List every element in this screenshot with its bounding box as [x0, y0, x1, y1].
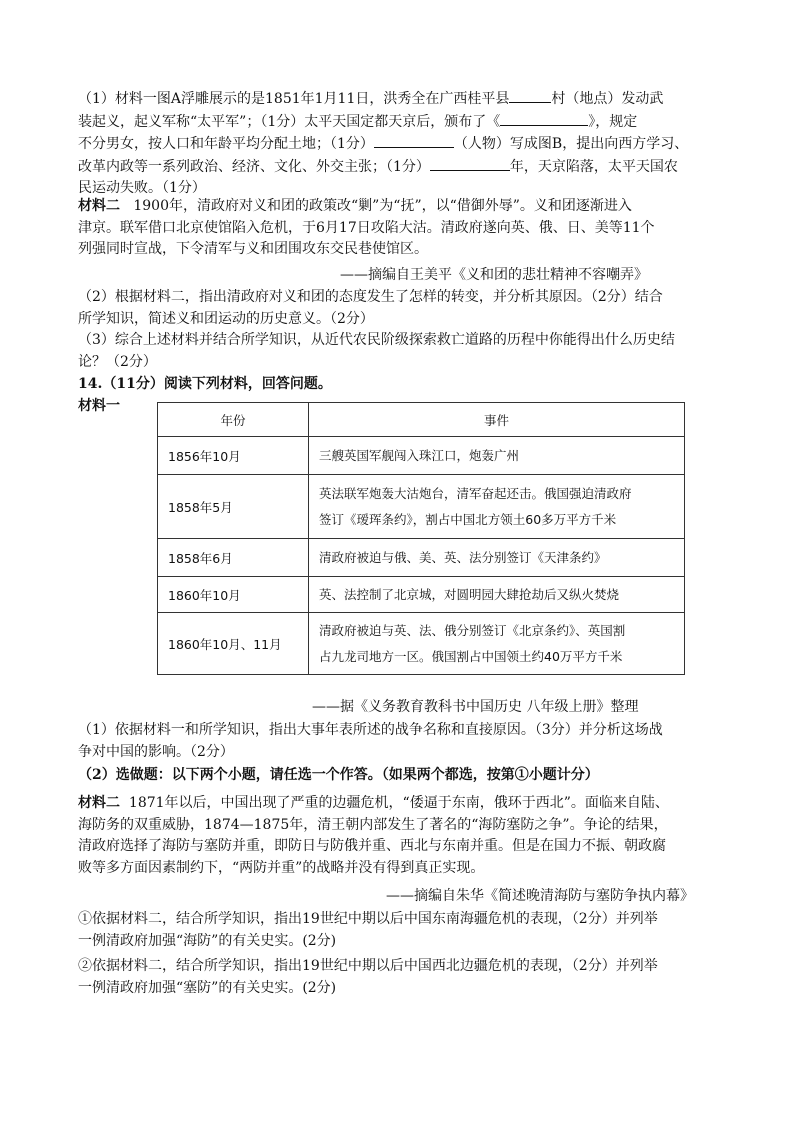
table-row: [158, 613, 685, 675]
table-cell-year: 1860年10月: [158, 577, 309, 613]
material-text: 津京。联军借口北京使馆陷入危机，于6月17日攻陷大沽。清政府遂向英、俄、日、美等11个: [78, 219, 655, 236]
table-source: ——据《义务教育教科书中国历史 八年级上册》整理: [312, 699, 639, 715]
material-source: ——摘编自朱华《简述晚清海防与塞防争执内幕》: [386, 888, 694, 904]
question-text: （3）综合上述材料并结合所学知识，从近代农民阶级探索救亡道路的历程中你能得出什么历史结: [78, 332, 675, 348]
table-header: 事件: [309, 403, 685, 437]
question-text: 所学知识，简述义和团运动的历史意义。（2分）: [78, 310, 374, 327]
question-text: （1）依据材料一和所学知识，指出大事年表所述的战争名称和直接原因。（3分）并分析这场战: [78, 722, 663, 738]
table-cell-event: [309, 577, 685, 613]
question-text: （2）根据材料二，指出清政府对义和团的态度发生了怎样的转变，并分析其原因。（2分）结合: [78, 289, 663, 305]
table-cell-event: [309, 539, 685, 577]
table-cell-year: 1858年5月: [158, 475, 309, 539]
material-label: 材料二: [78, 795, 120, 811]
table-cell-event: [309, 613, 685, 675]
material-source: ——摘编自王美平《义和团的悲壮精神不容嘲弄》: [340, 267, 648, 283]
event-line: 三艘英国军舰闯入珠江口，炮轰广州: [319, 447, 520, 463]
q13-sub2: [78, 287, 726, 330]
table-cell-year: 1860年10月、11月: [158, 613, 309, 675]
material-text: 1900年，清政府对义和团的政策改“剿”为“抚”，以“借御外辱”。义和团逐渐进入: [133, 198, 632, 214]
blank-year[interactable]: [430, 156, 510, 171]
event-line: 清政府被迫与俄、美、英、法分别签订《天津条约》: [319, 549, 607, 565]
table-header-row: [158, 403, 685, 437]
material-label: 材料一: [78, 398, 120, 414]
q14-material2: [78, 793, 726, 879]
table-row: [158, 475, 685, 539]
q14-option1: [78, 909, 726, 952]
q13-sub1-text: 》，规定: [588, 113, 638, 130]
material-label: 材料二: [78, 198, 120, 214]
q13-sub1-text: 年，天京陷落，太平天国农: [509, 158, 678, 175]
q13-sub1-text: 村（地点）发动武: [551, 91, 664, 107]
events-table: [157, 402, 685, 675]
material-text: 1871年以后，中国出现了严重的边疆危机，“倭逼于东南，俄环于西北”。面临来自陆、: [128, 795, 669, 811]
question-text: 一例清政府加强“塞防”的有关史实。(2分): [78, 979, 337, 996]
q13-sub1-text: （1）材料一图A浮雕展示的是1851年1月11日，洪秀全在广西桂平县: [78, 91, 510, 107]
q13-material2: [78, 196, 726, 261]
q13-sub1-text: （人物）写成图B，提出向西方学习、: [453, 136, 689, 152]
material-text: 败等多方面因素制约下，“两防并重”的战略并没有得到真正实现。: [78, 859, 485, 876]
material-text: 清政府选择了海防与塞防并重，即防日与防俄并重、西北与东南并重。但是在国力不振、朝政腐: [78, 838, 666, 854]
question-text: 一例清政府加强“海防”的有关史实。(2分): [78, 932, 337, 949]
q14-sub2-heading: [78, 765, 726, 787]
event-line: 签订《瑷珲条约》，割占中国北方领土60多万平方千米: [319, 511, 617, 527]
question-text: ①依据材料二，结合所学知识，指出19世纪中期以后中国东南海疆危机的表现，（2分）并列举: [78, 911, 658, 927]
table-cell-event: [309, 437, 685, 475]
blank-person[interactable]: [374, 133, 454, 148]
table-row: [158, 437, 685, 475]
q13-sub1-text: 装起义，起义军称“太平军”；（1分）太平天国定都天京后，颁布了《: [78, 113, 501, 130]
material-text: 列强同时宣战，下令清军与义和团围攻东交民巷使馆区。: [78, 241, 428, 257]
table-row: [158, 577, 685, 613]
q14-sub1: [78, 720, 726, 763]
table-header: 年份: [158, 403, 309, 437]
blank-location[interactable]: [509, 88, 551, 103]
q13-sub3: [78, 330, 726, 373]
event-line: 英、法控制了北京城，对圆明园大肆抢劫后又纵火焚烧: [319, 586, 620, 602]
question-heading: 14.（11分）阅读下列材料，回答问题。: [78, 376, 332, 392]
table-row: [158, 539, 685, 577]
q13-sub1-text: 改革内政等一系列政治、经济、文化、外交主张；（1分）: [78, 158, 430, 175]
q13-sub1-text: 民运动失败。（1分）: [78, 180, 206, 196]
q13-sub1-text: 不分男女，按人口和年龄平均分配土地；（1分）: [78, 136, 374, 152]
question-text: ②依据材料二，结合所学知识，指出19世纪中期以后中国西北边疆危机的表现，（2分）并列举: [78, 958, 658, 974]
q13-sub1: [78, 88, 726, 200]
event-line: 清政府被迫与英、法、俄分别签订《北京条约》、英国割: [319, 622, 626, 638]
table-cell-year: 1856年10月: [158, 437, 309, 475]
material-text: 海防务的双重威胁，1874—1875年，清王朝内部发生了著名的“海防塞防之争”。争论的结果，: [78, 816, 668, 833]
event-line: 占九龙司地方一区。俄国割占中国领土约40万平方千米: [319, 648, 623, 664]
event-line: 英法联军炮轰大沽炮台，清军奋起还击。俄国强迫清政府: [319, 485, 632, 501]
blank-document[interactable]: [500, 111, 588, 126]
table-cell-year: 1858年6月: [158, 539, 309, 577]
q14-heading: [78, 374, 726, 396]
q14-option2: [78, 956, 726, 999]
question-heading: （2）选做题：以下两个小题，请任选一个作答。（如果两个都选，按第①小题计分）: [78, 767, 599, 783]
table-cell-event: [309, 475, 685, 539]
question-text: 争对中国的影响。（2分）: [78, 743, 234, 760]
question-text: 论？（2分）: [78, 353, 157, 370]
